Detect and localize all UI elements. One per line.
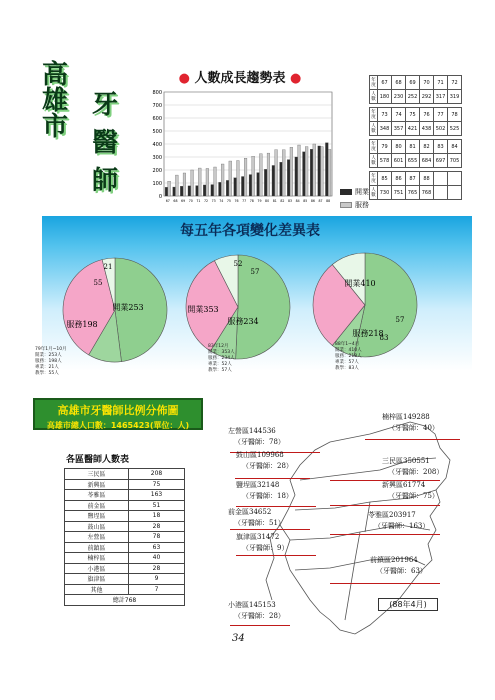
district-name: 前金區: [65, 500, 129, 511]
x-tick-label: 69: [181, 199, 186, 203]
bar-open: [226, 180, 229, 196]
count-cell: 684: [420, 154, 434, 168]
bar-open: [234, 178, 237, 196]
year-cell: 71: [434, 76, 448, 90]
district-count: 208: [129, 469, 185, 480]
table-row: [65, 469, 185, 480]
diff-pie: [310, 250, 420, 360]
pie-note-line: 教學：55人: [35, 371, 59, 376]
count-cell: 578: [378, 154, 392, 168]
bar-open: [219, 182, 222, 196]
pie-note-line: 教學：57人: [208, 368, 232, 373]
count-cell: 525: [448, 122, 462, 136]
x-tick-label: 68: [173, 199, 178, 203]
district-count: 75: [129, 479, 185, 490]
district-population: 前金區34652: [228, 508, 272, 516]
bar-serve: [321, 147, 324, 196]
bar-serve: [282, 150, 285, 196]
year-cell: 83: [434, 140, 448, 154]
bar-serve: [298, 145, 301, 196]
y-tick-label: 600: [152, 116, 162, 122]
district-dentists: （牙醫師：78）: [234, 438, 285, 446]
district-population: 楠梓區149288: [382, 413, 430, 421]
year-header: 年度: [371, 77, 376, 88]
year-cell: [448, 172, 462, 186]
map-district-label: [228, 600, 285, 622]
count-cell: 317: [434, 90, 448, 104]
bar-open: [203, 185, 206, 196]
count-cell: 348: [378, 122, 392, 136]
bullet-icon: ●: [178, 71, 190, 86]
year-cell: [434, 172, 448, 186]
pie-note: [35, 347, 67, 377]
y-tick-label: 700: [152, 103, 162, 109]
distribution-title: 高雄市牙醫師比例分佈圖: [57, 404, 179, 417]
district-name: 小港區: [65, 563, 129, 574]
bar-serve: [175, 175, 178, 196]
count-cell: 697: [434, 154, 448, 168]
district-count: 7: [129, 584, 185, 595]
district-population: 鹽埕區32148: [236, 481, 280, 489]
count-cell: 230: [392, 90, 406, 104]
pie-note-line: 88年1~4月: [335, 342, 360, 347]
bar-open: [272, 165, 275, 196]
pie-note-line: 79年1月~10月: [35, 347, 67, 352]
bar-serve: [229, 161, 232, 196]
bar-open: [241, 177, 244, 197]
map-district-label: [236, 480, 293, 502]
district-dentists: （牙醫師：51）: [234, 519, 285, 527]
bar-open: [325, 143, 328, 196]
legend-serve-label: 服務: [355, 201, 369, 209]
count-cell: 180: [378, 90, 392, 104]
district-name: 其他: [65, 584, 129, 595]
bar-open: [257, 173, 260, 196]
bar-open: [173, 187, 176, 196]
table-row: [65, 563, 185, 574]
pie-label-serve: 服務198: [66, 320, 98, 329]
year-table: [369, 75, 462, 104]
year-header: 年度: [371, 109, 376, 120]
leader-line: [230, 529, 310, 530]
count-cell: 751: [392, 186, 406, 200]
year-cell: 69: [406, 76, 420, 90]
y-tick-label: 400: [152, 142, 162, 148]
bar-open: [165, 187, 168, 196]
pie-label-open: 開業253: [112, 303, 144, 312]
district-dentists: （牙醫師：28）: [234, 612, 285, 620]
count-cell: 438: [420, 122, 434, 136]
table-row: [65, 532, 185, 543]
growth-bar-chart: [140, 88, 335, 206]
diff-pie: [60, 255, 170, 365]
pie-slice: [233, 255, 290, 359]
table-row: [65, 500, 185, 511]
leader-line: [236, 555, 316, 556]
bar-open: [180, 186, 183, 196]
x-tick-label: 67: [165, 199, 170, 203]
y-tick-label: 300: [152, 155, 162, 161]
bar-open: [196, 186, 199, 196]
pie-note: [208, 344, 235, 374]
bar-serve: [259, 154, 262, 196]
year-cell: 87: [406, 172, 420, 186]
map-district-label: [370, 555, 427, 577]
x-tick-label: 72: [203, 199, 209, 203]
count-cell: 705: [448, 154, 462, 168]
title-city-char-2: 雄: [42, 86, 69, 116]
pie-note-line: 教學：83人: [335, 366, 359, 371]
pie-note-line: 專業：57人: [335, 360, 359, 365]
distribution-subtitle: 高雄市總人口數：1465423(單位：人): [46, 421, 190, 430]
bar-serve: [290, 147, 293, 196]
district-count: 18: [129, 511, 185, 522]
pie-label-open: 開業410: [344, 279, 376, 288]
bar-legend: [340, 187, 369, 213]
count-cell: 765: [406, 186, 420, 200]
district-count: 163: [129, 490, 185, 501]
count-cell: 319: [448, 90, 462, 104]
pie-note: [335, 342, 362, 372]
year-table: [369, 171, 462, 200]
map-district-label: [382, 412, 439, 434]
diff-title: 每五年各項變化差異表: [180, 223, 320, 239]
district-count: 78: [129, 532, 185, 543]
year-cell: 79: [378, 140, 392, 154]
leader-line: [330, 583, 440, 584]
pie-note-line: 專業：21人: [35, 365, 59, 370]
map-district-label: [228, 426, 285, 448]
y-tick-label: 500: [152, 129, 162, 135]
bar-serve: [214, 167, 217, 196]
x-tick-label: 85: [303, 199, 308, 203]
x-tick-label: 86: [310, 199, 315, 203]
district-name: 鹽埕區: [65, 511, 129, 522]
legend-open: [340, 187, 369, 197]
legend-serve: [340, 200, 369, 210]
bar-serve: [191, 170, 194, 196]
growth-chart-title: 人數成長趨勢表: [194, 71, 286, 86]
x-tick-label: 82: [280, 199, 285, 203]
bar-serve: [198, 168, 201, 196]
year-cell: 75: [406, 108, 420, 122]
year-cell: 85: [378, 172, 392, 186]
title-city-char-1: 高: [42, 60, 69, 90]
table-row: [65, 521, 185, 532]
district-population: 前鎮區201964: [370, 556, 418, 564]
title-prof-char-3: 師: [92, 166, 119, 196]
count-cell: [448, 186, 462, 200]
district-dentists: （牙醫師：208）: [388, 468, 444, 476]
district-count: 9: [129, 574, 185, 585]
pie-label-a: 57: [250, 268, 260, 276]
date-label: (88年4月): [378, 598, 438, 611]
pie-label-b: 52: [233, 260, 243, 268]
count-cell: [434, 186, 448, 200]
map-district-label: [228, 507, 285, 529]
pie-label-a: 57: [395, 316, 405, 324]
district-name: 鼓山區: [65, 521, 129, 532]
district-count: 28: [129, 563, 185, 574]
bar-open: [318, 146, 321, 196]
pie-note-line: 服務：198人: [35, 359, 62, 364]
leader-line: [235, 478, 310, 479]
bar-serve: [168, 181, 171, 196]
year-cell: 82: [420, 140, 434, 154]
x-tick-label: 77: [242, 199, 247, 203]
pie-label-open: 開業353: [187, 305, 219, 314]
year-cell: 84: [448, 140, 462, 154]
legend-open-label: 開業: [355, 188, 369, 196]
bar-serve: [305, 147, 308, 196]
pie-note-line: 開業：253人: [35, 353, 62, 358]
count-cell: 768: [420, 186, 434, 200]
pie-note-line: 開業：353人: [208, 350, 235, 355]
map-district-label: [236, 532, 288, 554]
table-row: [65, 479, 185, 490]
year-cell: 81: [406, 140, 420, 154]
year-cell: 70: [420, 76, 434, 90]
district-count: 63: [129, 542, 185, 553]
x-tick-label: 88: [326, 199, 331, 203]
district-dentists: （牙醫師：75）: [388, 492, 439, 500]
pie-note-line: 服務：234人: [208, 356, 235, 361]
bar-open: [211, 185, 214, 196]
count-header: 人數: [371, 91, 376, 102]
bar-serve: [328, 149, 331, 196]
counts-total: 總計768: [65, 595, 185, 606]
counts-table-title: 各區醫師人數表: [66, 455, 130, 465]
bar-serve: [267, 153, 270, 196]
district-dentists: （牙醫師：28）: [242, 462, 293, 470]
district-count: 40: [129, 553, 185, 564]
map-border-5: [345, 532, 360, 620]
x-tick-label: 83: [287, 199, 293, 203]
table-row: [65, 490, 185, 501]
year-table: [369, 107, 462, 136]
count-cell: 601: [392, 154, 406, 168]
bar-serve: [206, 168, 209, 196]
district-population: 鼓山區109968: [236, 451, 284, 459]
count-header: 人數: [371, 123, 376, 134]
district-dentists: （牙醫師：40）: [388, 424, 439, 432]
table-row: [65, 511, 185, 522]
title-prof-char-1: 牙: [92, 90, 119, 120]
x-tick-label: 87: [318, 199, 323, 203]
bar-open: [188, 186, 191, 196]
bullet-icon: ●: [290, 71, 302, 86]
table-row: [65, 542, 185, 553]
district-population: 三民區350551: [382, 457, 430, 465]
district-population: 小港區145153: [228, 601, 276, 609]
bar-serve: [313, 144, 316, 196]
table-row: [65, 574, 185, 585]
page-number: 34: [232, 633, 245, 644]
district-count: 28: [129, 521, 185, 532]
diff-pie: [183, 252, 293, 362]
bar-serve: [237, 161, 240, 196]
year-cell: 78: [448, 108, 462, 122]
count-cell: 357: [392, 122, 406, 136]
x-tick-label: 70: [188, 199, 193, 203]
year-header: 年度: [371, 141, 376, 152]
x-tick-label: 74: [219, 199, 224, 203]
district-population: 苓雅區203917: [368, 511, 416, 519]
district-name: 左營區: [65, 532, 129, 543]
bar-serve: [221, 164, 224, 196]
district-dentists: （牙醫師：18）: [242, 492, 293, 500]
count-cell: 502: [434, 122, 448, 136]
pie-note-line: 專業：52人: [208, 362, 232, 367]
y-tick-label: 800: [152, 90, 162, 96]
distribution-title-box: [33, 398, 203, 430]
y-tick-label: 200: [152, 168, 162, 174]
title-profession: [92, 92, 118, 194]
bar-serve: [183, 173, 186, 196]
district-counts-table: [64, 468, 185, 606]
x-tick-label: 81: [272, 199, 277, 203]
title-city: [42, 62, 68, 140]
bar-serve: [275, 150, 278, 196]
x-tick-label: 80: [265, 199, 270, 203]
count-cell: 252: [406, 90, 420, 104]
count-header: 人數: [371, 155, 376, 166]
pie-label-b: 21: [103, 263, 113, 271]
year-cell: 74: [392, 108, 406, 122]
bar-serve: [244, 158, 247, 196]
pie-note-line: 83年12月: [208, 344, 229, 349]
bar-open: [295, 157, 298, 196]
year-cell: 72: [448, 76, 462, 90]
pie-label-serve: 服務218: [352, 329, 384, 338]
x-tick-label: 75: [226, 199, 231, 203]
pie-label-serve: 服務234: [227, 317, 259, 326]
bar-serve: [252, 156, 255, 196]
count-cell: 292: [420, 90, 434, 104]
bar-open: [310, 149, 313, 196]
map-district-label: [236, 450, 293, 472]
leader-line: [230, 625, 290, 626]
bar-open: [280, 162, 283, 196]
pie-note-line: 開業：410人: [335, 348, 362, 353]
legend-serve-swatch: [340, 202, 352, 208]
leader-line: [365, 439, 460, 440]
leader-line: [330, 505, 440, 506]
map-district-label: [368, 510, 429, 532]
year-cell: 73: [378, 108, 392, 122]
year-cell: 86: [392, 172, 406, 186]
district-name: 三民區: [65, 469, 129, 480]
district-dentists: （牙醫師：163）: [374, 522, 430, 530]
x-tick-label: 78: [249, 199, 254, 203]
bar-open: [303, 152, 306, 196]
district-count: 51: [129, 500, 185, 511]
year-table: [369, 139, 462, 168]
count-cell: 421: [406, 122, 420, 136]
district-name: 旗津區: [65, 574, 129, 585]
x-tick-label: 73: [211, 199, 216, 203]
district-population: 旗津區31472: [236, 533, 280, 541]
year-cell: 68: [392, 76, 406, 90]
table-row: [65, 553, 185, 564]
title-city-char-3: 市: [42, 112, 69, 142]
year-cell: 77: [434, 108, 448, 122]
legend-open-swatch: [340, 189, 352, 195]
title-prof-char-2: 醫: [92, 128, 119, 158]
pie-note-line: 服務：218人: [335, 354, 362, 359]
district-name: 前鎮區: [65, 542, 129, 553]
count-cell: 730: [378, 186, 392, 200]
pie-label-b: 83: [379, 334, 389, 342]
map-district-label: [382, 480, 439, 502]
pie-label-a: 55: [93, 279, 103, 287]
year-cell: 88: [420, 172, 434, 186]
district-name: 新興區: [65, 479, 129, 490]
year-cell: 76: [420, 108, 434, 122]
district-population: 新興區61774: [382, 481, 426, 489]
district-dentists: （牙醫師：63）: [376, 567, 427, 575]
bar-open: [287, 160, 290, 196]
bar-open: [264, 169, 267, 196]
bar-open: [249, 175, 252, 196]
year-cell: 67: [378, 76, 392, 90]
growth-chart-banner: [150, 67, 330, 86]
y-tick-label: 0: [158, 194, 162, 200]
x-tick-label: 71: [196, 199, 201, 203]
x-tick-label: 76: [234, 199, 239, 203]
count-header: 人數: [371, 187, 376, 198]
year-count-tables: [369, 75, 485, 203]
year-cell: 80: [392, 140, 406, 154]
y-tick-label: 100: [152, 181, 162, 187]
table-row: [65, 584, 185, 595]
district-dentists: （牙醫師：9）: [242, 544, 289, 552]
district-population: 左營區144536: [228, 427, 276, 435]
district-name: 苓雅區: [65, 490, 129, 501]
leader-line: [330, 534, 440, 535]
map-district-label: [382, 456, 443, 478]
district-name: 楠梓區: [65, 553, 129, 564]
count-cell: 655: [406, 154, 420, 168]
x-tick-label: 84: [295, 199, 300, 203]
year-header: 年度: [371, 173, 376, 184]
x-tick-label: 79: [257, 199, 262, 203]
